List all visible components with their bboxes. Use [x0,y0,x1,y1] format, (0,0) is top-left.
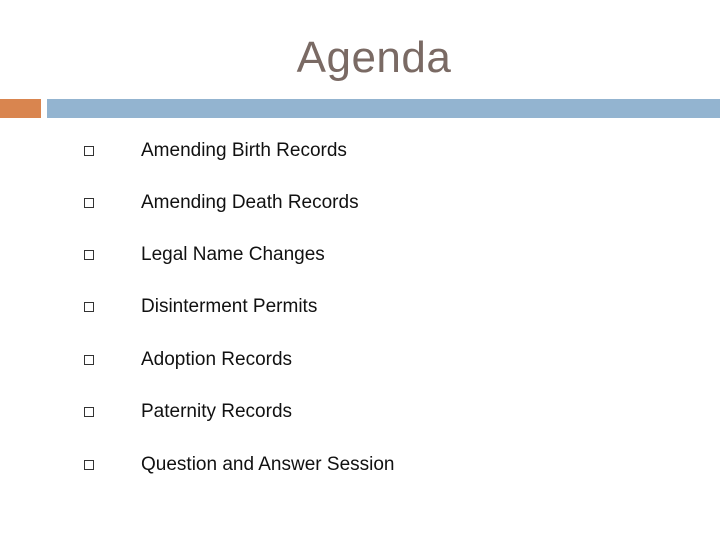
checkbox-outline-icon [84,250,94,260]
list-item [84,244,644,272]
checkbox-outline-icon [84,198,94,208]
list-item-label: Legal Name Changes [141,244,325,265]
checkbox-outline-icon [84,302,94,312]
accent-bar [0,99,41,118]
header-bar [47,99,720,118]
checkbox-outline-icon [84,355,94,365]
list-item-label: Disinterment Permits [141,296,318,317]
list-item-label: Adoption Records [141,349,293,370]
list-item-label: Question and Answer Session [141,454,395,475]
slide-title: Agenda [296,33,452,82]
list-item [84,296,644,324]
checkbox-outline-icon [84,146,94,156]
list-item-label: Paternity Records [141,401,293,422]
list-item-label: Amending Birth Records [141,140,347,161]
list-item [84,349,644,377]
list-item [84,192,644,220]
checkbox-outline-icon [84,460,94,470]
list-item [84,454,644,482]
list-item [84,401,644,429]
checkbox-outline-icon [84,407,94,417]
list-item-label: Amending Death Records [141,192,359,213]
list-item [84,140,644,168]
